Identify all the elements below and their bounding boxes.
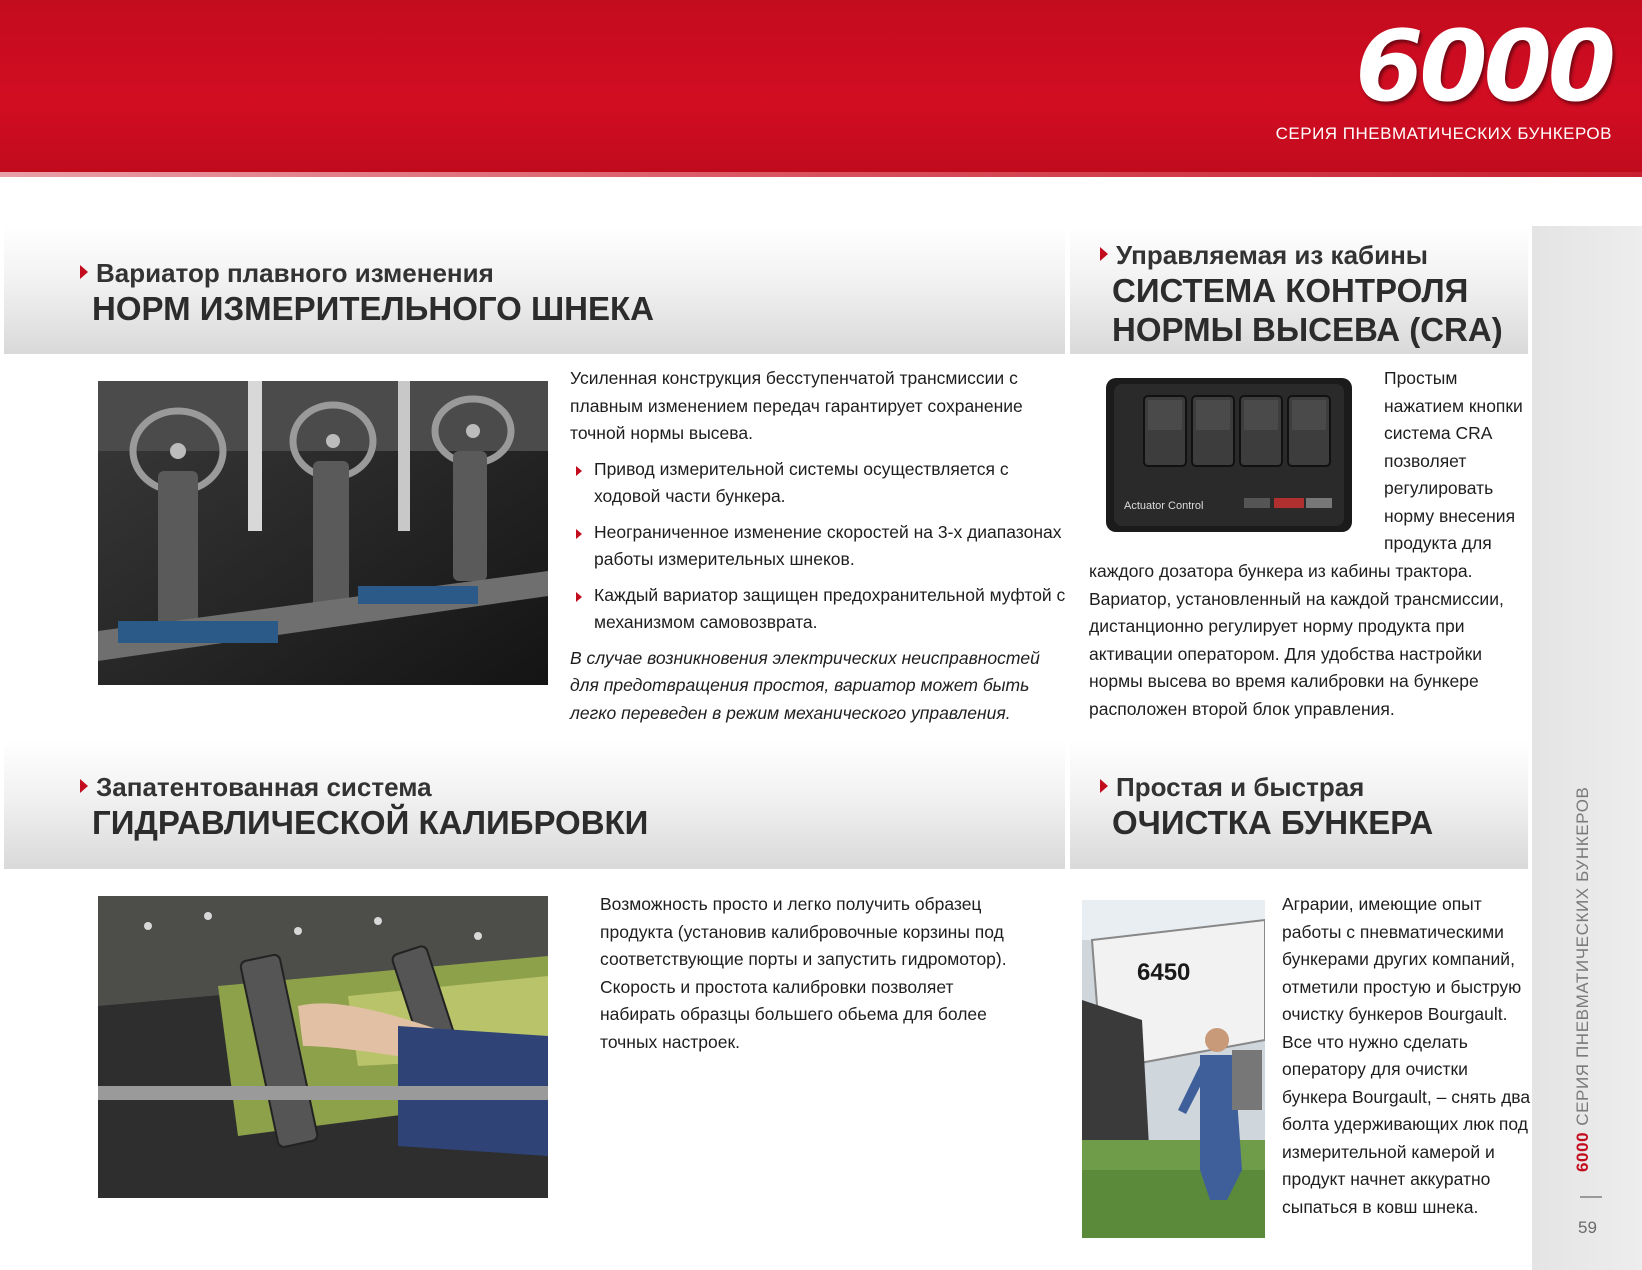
variator-text [570,365,1070,727]
calibration-subtitle: Запатентованная система [80,772,432,803]
variator-photo [98,381,548,685]
cra-side-text: Простым нажатием кнопки система CRA позволяет регулировать норму внесения продукта для [1384,368,1523,553]
calibration-title: ГИДРАВЛИЧЕСКОЙ КАЛИБРОВКИ [92,804,649,841]
variator-intro: Усиленная конструкция бесступенчатой трансмиссии с плавным изменением передач гарантирует сохранение точной нормы высева. [570,368,1023,443]
cra-main-text: каждого дозатора бункера из кабины трактора. Вариатор, установленный на каждой трансмиссии, дистанционно регулирует норму продукта при активации оператором. Для удобства настройки нормы высева во время калибровки на бункере расположен второй блок управления. [1089,561,1504,719]
bullet-arrow-icon [576,466,582,476]
page-divider [1580,1196,1602,1198]
variator-subtitle: Вариатор плавного изменения [80,258,494,289]
cra-device-label: Actuator Control [1124,500,1204,512]
variator-bullet-1: Привод измерительной системы осуществляется с ходовой части бункера. [576,456,1070,511]
arrow-icon [1100,779,1108,793]
variator-title: НОРМ ИЗМЕРИТЕЛЬНОГО ШНЕКА [92,290,654,327]
variator-bullet-2: Неограниченное изменение скоростей на 3-х диапазонах работы измерительных шнеков. [576,519,1070,574]
cra-subtitle: Управляемая из кабины [1100,240,1428,271]
arrow-icon [80,265,88,279]
variator-note: В случае возникновения электрических неисправностей для предотвращения простоя, вариатор может быть легко переведен в режим механического управления. [570,647,1040,723]
cleaning-photo [1082,900,1265,1238]
cra-title: СИСТЕМА КОНТРОЛЯ НОРМЫ ВЫСЕВА (CRA) [1112,272,1503,348]
calibration-text: Возможность просто и легко получить образец продукта (установив калибровочные корзины под соответствующие порты и запустить гидромотор). Скорость и простота калибровки позволяет набирать образцы большего обьема для более точных настроек. [600,894,1007,1052]
bullet-arrow-icon [576,592,582,602]
vertical-series-label [1573,787,1593,1172]
series-number: 6000 [1355,10,1612,124]
cleaning-text: Аграрии, имеющие опыт работы с пневматическими бункерами других компаний, отметили простую и быструю очистку бункеров Bourgault. Все что нужно сделать оператору для очистки бункера Bourgault, – снять два болта удерживающих люк под измерительной камерой и продукт начнет аккуратно сыпаться в ковш шнека. [1282,894,1531,1217]
header-divider [0,172,1642,177]
variator-bullet-3: Каждый вариатор защищен предохранительной муфтой с механизмом самовозврата. [576,582,1070,637]
hopper-number-label: 6450 [1137,959,1191,986]
page-number: 59 [1578,1218,1597,1237]
calibration-photo [98,896,548,1198]
vertical-series-number: 6000 [1573,1131,1592,1172]
vertical-series-text: СЕРИЯ ПНЕВМАТИЧЕСКИХ БУНКЕРОВ [1573,786,1592,1126]
arrow-icon [1100,247,1108,261]
header-banner [0,0,1642,172]
series-subtitle: СЕРИЯ ПНЕВМАТИЧЕСКИХ БУНКЕРОВ [1275,124,1612,143]
bullet-arrow-icon [576,529,582,539]
cra-control-photo [1104,376,1354,534]
cleaning-subtitle: Простая и быстрая [1100,772,1364,803]
cleaning-title: ОЧИСТКА БУНКЕРА [1112,804,1434,841]
arrow-icon [80,779,88,793]
